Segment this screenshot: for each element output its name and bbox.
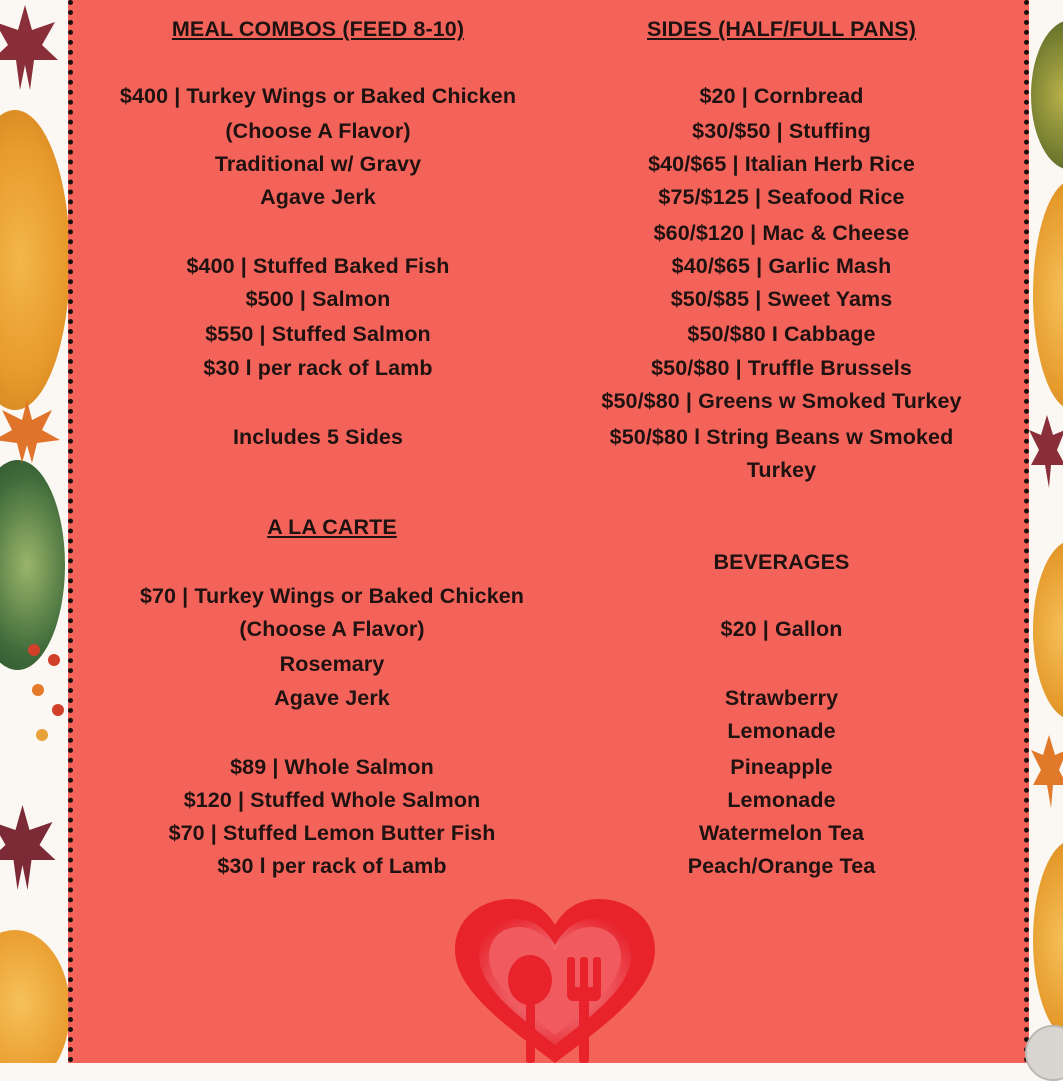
left-autumn-border — [0, 0, 70, 1063]
menu-item: $400 | Turkey Wings or Baked Chicken — [119, 84, 517, 108]
menu-item: $550 | Stuffed Salmon — [205, 322, 431, 346]
menu-item: $70 | Turkey Wings or Baked Chicken — [139, 584, 525, 608]
menu-item: (Choose A Flavor) — [239, 617, 425, 641]
menu-item-continued: Turkey — [746, 458, 817, 482]
menu-item: Agave Jerk — [260, 185, 376, 209]
menu-item: Watermelon Tea — [698, 821, 865, 845]
menu-item: $120 | Stuffed Whole Salmon — [183, 788, 481, 812]
menu-item: $30 l per rack of Lamb — [203, 356, 433, 380]
pumpkin-icon — [0, 460, 65, 670]
pumpkin-icon — [0, 110, 70, 410]
menu-item: $20 | Gallon — [720, 617, 843, 641]
menu-item: $50/$80 l String Beans w Smoked — [609, 425, 954, 449]
menu-item: (Choose A Flavor) — [225, 119, 411, 143]
menu-item: $30/$50 | Stuffing — [692, 119, 871, 143]
menu-item: Agave Jerk — [274, 686, 390, 710]
meal-combos-heading: MEAL COMBOS (FEED 8-10) — [171, 17, 465, 41]
maple-leaf-icon — [0, 800, 60, 895]
menu-item: $75/$125 | Seafood Rice — [658, 185, 905, 209]
maple-leaf-icon — [1027, 410, 1063, 490]
menu-item: Lemonade — [727, 719, 836, 743]
pumpkin-icon — [1033, 840, 1063, 1040]
maple-leaf-icon — [1029, 730, 1063, 810]
menu-item: $50/$80 I Cabbage — [687, 322, 876, 346]
maple-leaf-icon — [0, 0, 60, 95]
pumpkin-icon — [1033, 540, 1063, 720]
menu-item: $40/$65 | Garlic Mash — [671, 254, 892, 278]
sides-heading: SIDES (HALF/FULL PANS) — [647, 17, 916, 41]
maple-leaf-icon — [0, 395, 62, 465]
menu-item: $89 | Whole Salmon — [230, 755, 434, 779]
menu-item: Strawberry — [724, 686, 839, 710]
berries-icon — [20, 640, 70, 750]
menu-item: $400 | Stuffed Baked Fish — [186, 254, 450, 278]
menu-item: $50/$85 | Sweet Yams — [670, 287, 893, 311]
menu-item: $30 l per rack of Lamb — [217, 854, 447, 878]
right-autumn-border — [1027, 0, 1063, 1063]
heart-spoon-fork-logo — [445, 895, 665, 1063]
menu-item: $20 | Cornbread — [699, 84, 864, 108]
menu-item: $60/$120 | Mac & Cheese — [653, 221, 910, 245]
pumpkin-icon — [0, 930, 70, 1063]
beverages-heading: BEVERAGES — [713, 550, 850, 574]
menu-item: Lemonade — [727, 788, 836, 812]
menu-item: $500 | Salmon — [245, 287, 391, 311]
pumpkin-icon — [1031, 20, 1063, 170]
menu-item: Pineapple — [730, 755, 833, 779]
pumpkin-icon — [1033, 180, 1063, 410]
menu-panel — [68, 0, 1029, 1063]
a-la-carte-heading: A LA CARTE — [267, 515, 397, 539]
menu-item: $70 | Stuffed Lemon Butter Fish — [168, 821, 496, 845]
menu-item: Peach/Orange Tea — [687, 854, 876, 878]
menu-item: Traditional w/ Gravy — [214, 152, 422, 176]
menu-item: $50/$80 | Greens w Smoked Turkey — [601, 389, 962, 413]
menu-item: $40/$65 | Italian Herb Rice — [648, 152, 915, 176]
menu-item: $50/$80 | Truffle Brussels — [651, 356, 912, 380]
menu-note: Includes 5 Sides — [232, 425, 404, 449]
menu-item: Rosemary — [279, 652, 385, 676]
